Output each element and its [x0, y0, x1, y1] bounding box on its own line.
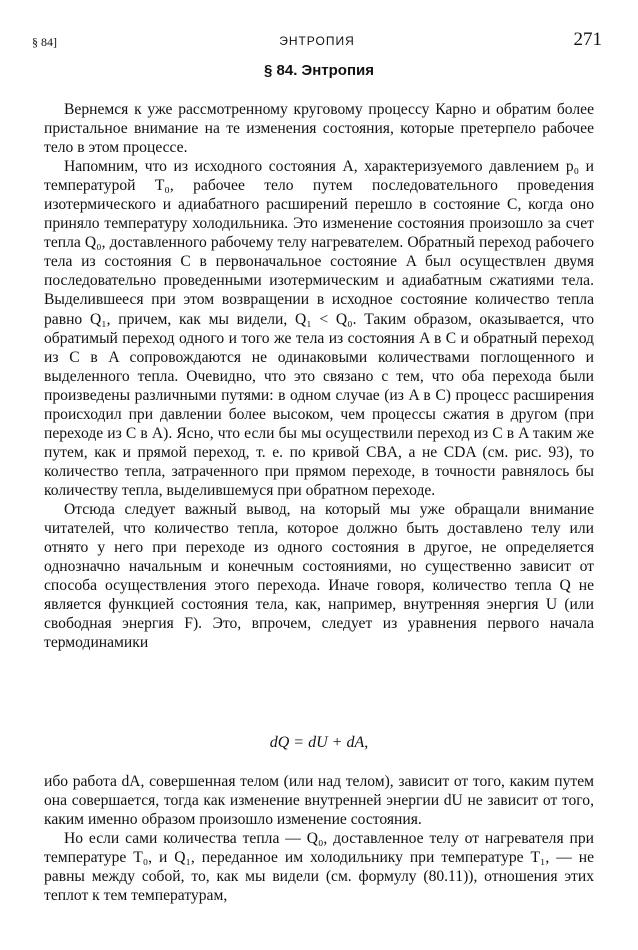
equation-first-law: dQ = dU + dA,: [269, 734, 369, 751]
page-number: 271: [573, 29, 602, 50]
running-header: [32, 29, 602, 53]
paragraph: Но если сами количества тепла — Q₀, доставленное телу от нагревателя при температуре T₀, и Q₁, переданное им холодильнику при температуре T₁, — не равны между собой, то, как мы видели (см. формулу (80.11)), отношения этих теплот к тем температурам,: [44, 830, 594, 905]
paragraph: Вернемся к уже рассмотренному круговому процессу Карно и обратим более пристальное внимание на те изменения состояния, которые претерпело рабочее тело в этом процессе.: [44, 101, 594, 157]
section-title: § 84. Энтропия: [264, 62, 374, 79]
section-reference: § 84]: [32, 35, 57, 49]
body-text: [44, 100, 594, 652]
paragraph: Отсюда следует важный вывод, на который мы уже обращали внимание читателей, что количество тепла, которое должно быть доставлено телу или отнято у него при переходе из одного состояния в другое, не определяется однозначно начальным и конечным состояниями, но существенно зависит от способа осуществления этого перехода. Иначе говоря, количество тепла Q не является функцией состояния тела, как, например, внутренняя энергия U (или свободная энергия F). Это, впрочем, следует из уравнения первого начала термодинамики: [44, 500, 594, 652]
body-text-continued: [44, 772, 594, 905]
paragraph: Напомним, что из исходного состояния A, характеризуемого давлением p₀ и температурой T₀, рабочее тело путем последовательного проведения изотермического и адиабатного расширений перешло в состояние C, когда оно приняло температуру холодильника. Это изменение состояния произошло за счет тепла Q₀, доставленного рабочему телу нагревателем. Обратный переход рабочего тела из состояния C в первоначальное состояние A был осуществлен двумя последовательно проведенными изотермическим и адиабатным сжатиями тела. Выделившееся при этом возвращении в исходное состояние количество тепла равно Q₁, причем, как мы видели, Q₁ < Q₀. Таким образом, оказывается, что обратимый переход одного и того же тела из состояния A в C и обратный переход из C в A сопровождаются не одинаковыми количествами поглощенного и выделенного тепла. Очевидно, что это связано с тем, что оба перехода были произведены различными путями: в одном случае (из A в C) процесс расширения происходил при давлении более высоком, чем процессы сжатия в другом (при переходе из C в A). Ясно, что если бы мы осуществили переход из C в A таким же путем, как и прямой переход, т. е. по кривой CBA, а не CDA (см. рис. 93), то количество тепла, затраченного при прямом переходе, в точности равнялось бы количеству тепла, выделившемуся при обратном переходе.: [44, 158, 594, 499]
paragraph: ибо работа dA, совершенная телом (или над телом), зависит от того, каким путем она совершается, тогда как изменение внутренней энергии dU не зависит от того, каким именно образом произошло изменение состояния.: [44, 773, 594, 829]
running-title: ЭНТРОПИЯ: [279, 34, 355, 48]
